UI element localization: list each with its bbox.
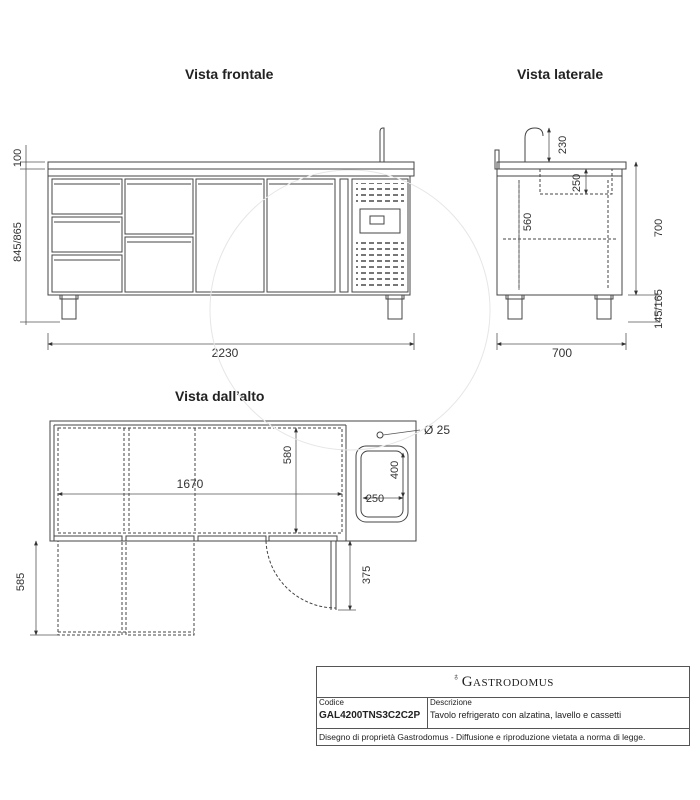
dim-door-open: 375 xyxy=(361,565,373,585)
description-cell xyxy=(428,697,689,728)
product-code: GAL4200TNS3C2C2P xyxy=(319,710,421,721)
title-block-logo xyxy=(317,667,689,698)
dim-inner-width: 1670 xyxy=(176,477,204,491)
description-label: Descrizione xyxy=(430,698,472,707)
dim-tap-height: 230 xyxy=(557,135,569,155)
control-panel xyxy=(360,209,400,233)
drawer-open-1 xyxy=(58,541,122,635)
tap-hole xyxy=(377,432,383,438)
dim-sink-length: 400 xyxy=(389,460,401,480)
side-view xyxy=(495,128,626,319)
top-view xyxy=(50,421,416,635)
front-view-title: Vista frontale xyxy=(185,66,274,82)
dim-upstand: 100 xyxy=(12,148,24,168)
drawer-open-2 xyxy=(126,541,194,635)
dim-height-side: 700 xyxy=(653,218,665,238)
side-view-title: Vista laterale xyxy=(517,66,604,82)
top-sink-outer xyxy=(356,446,408,522)
watermark xyxy=(210,170,490,450)
dim-drawer-depth: 580 xyxy=(282,445,294,465)
dim-sink-width: 250 xyxy=(365,493,385,505)
door-2 xyxy=(267,179,335,292)
dim-drawer-open: 585 xyxy=(15,572,27,592)
dim-depth-side: 700 xyxy=(551,346,573,360)
code-cell xyxy=(317,697,428,728)
dim-hole: Ø 25 xyxy=(424,423,451,437)
drawer-4 xyxy=(125,179,193,234)
title-block xyxy=(316,666,690,746)
product-description: Tavolo refrigerato con alzatina, lavello e cassetti xyxy=(430,710,622,720)
front-upstand xyxy=(48,162,414,169)
logo-text: Gastrodomus xyxy=(461,673,554,690)
compressor-panel xyxy=(340,179,348,292)
top-view-title: Vista dall'alto xyxy=(175,388,265,404)
dim-height-front: 845/865 xyxy=(12,222,24,262)
dim-width-front: 2230 xyxy=(211,346,239,360)
dim-legs: 145/165 xyxy=(653,289,665,329)
copyright-footer: Disegno di proprietà Gastrodomus - Diffusione e riproduzione vietata a norma di legge. xyxy=(319,732,646,742)
side-body xyxy=(497,169,622,295)
code-label: Codice xyxy=(319,698,344,707)
drawer-3 xyxy=(52,255,122,292)
side-worktop xyxy=(497,162,626,169)
front-faucet xyxy=(380,128,384,162)
chef-hat-icon: ♁ xyxy=(452,671,460,683)
door-1 xyxy=(196,179,264,292)
dim-inner-height: 560 xyxy=(522,212,534,232)
drawer-5 xyxy=(125,237,193,292)
front-body xyxy=(48,176,410,295)
front-view xyxy=(48,128,414,319)
side-faucet xyxy=(525,128,543,162)
dim-sink-depth-side: 250 xyxy=(571,173,583,193)
title-block-row xyxy=(317,697,689,729)
door-swing xyxy=(266,541,336,608)
